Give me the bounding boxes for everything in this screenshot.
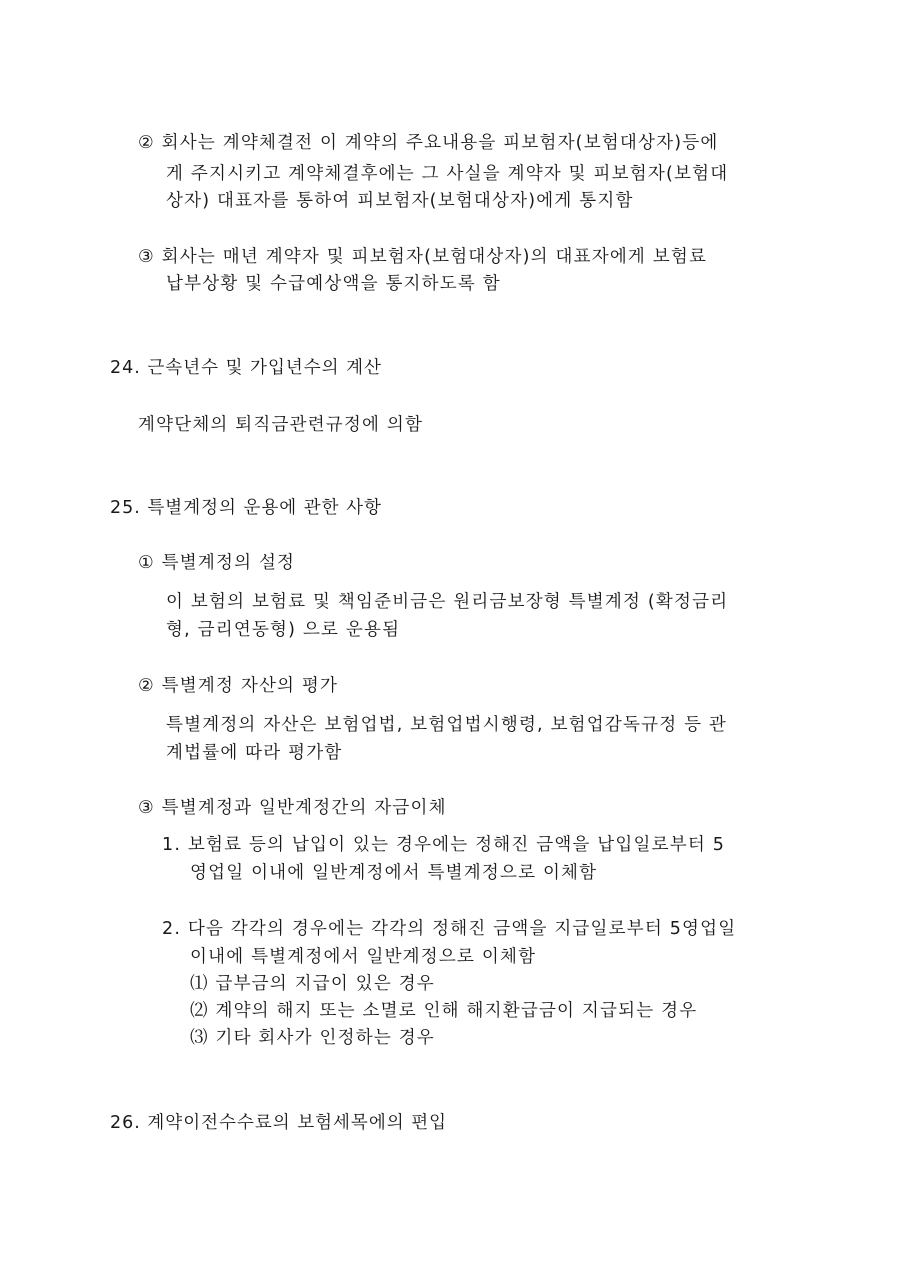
notice-2-line-1: ② 회사는 계약체결전 이 계약의 주요내용을 피보험자(보험대상자)등에 <box>138 133 719 153</box>
section-25-sub-2-line-1: 특별계정의 자산은 보험업법, 보험업법시행령, 보험업감독규정 등 관 <box>166 715 728 735</box>
section-25-sub-1-line-2: 형, 금리연동형) 으로 운용됨 <box>166 620 401 640</box>
section-26-heading: 26. 계약이전수수료의 보험세목에의 편입 <box>110 1113 447 1133</box>
notice-2-line-3: 상자) 대표자를 통하여 피보험자(보험대상자)에게 통지함 <box>166 191 634 211</box>
transfer-case-3: ⑶ 기타 회사가 인정하는 경우 <box>190 1028 435 1048</box>
transfer-2-line-1: 2. 다음 각각의 경우에는 각각의 정해진 금액을 지급일로부터 5영업일 <box>162 919 737 939</box>
transfer-1-line-2: 영업일 이내에 일반계정에서 특별계정으로 이체함 <box>190 863 598 883</box>
section-25-heading: 25. 특별계정의 운용에 관한 사항 <box>110 498 382 518</box>
section-25-sub-1-line-1: 이 보험의 보험료 및 책임준비금은 원리금보장형 특별계정 (확정금리 <box>166 592 729 612</box>
section-25-sub-3-title: ③ 특별계정과 일반계정간의 자금이체 <box>138 798 447 818</box>
transfer-case-1: ⑴ 급부금의 지급이 있은 경우 <box>190 974 435 994</box>
section-24-body: 계약단체의 퇴직금관련규정에 의함 <box>138 415 424 435</box>
section-25-sub-2-title: ② 특별계정 자산의 평가 <box>138 676 339 696</box>
section-24-heading: 24. 근속년수 및 가입년수의 계산 <box>110 358 382 378</box>
notice-3-line-1: ③ 회사는 매년 계약자 및 피보험자(보험대상자)의 대표자에게 보험료 <box>138 247 708 267</box>
section-25-sub-1-title: ① 특별계정의 설정 <box>138 553 296 573</box>
transfer-1-line-1: 1. 보험료 등의 납입이 있는 경우에는 정해진 금액을 납입일로부터 5 <box>162 835 726 855</box>
transfer-case-2: ⑵ 계약의 해지 또는 소멸로 인해 해지환급금이 지급되는 경우 <box>190 1001 698 1021</box>
transfer-2-line-2: 이내에 특별계정에서 일반계정으로 이체함 <box>190 947 537 967</box>
notice-3-line-2: 납부상황 및 수급예상액을 통지하도록 함 <box>166 274 501 294</box>
notice-2-line-2: 게 주지시키고 계약체결후에는 그 사실을 계약자 및 피보험자(보험대 <box>166 164 729 184</box>
section-25-sub-2-line-2: 계법률에 따라 평가함 <box>166 743 343 763</box>
